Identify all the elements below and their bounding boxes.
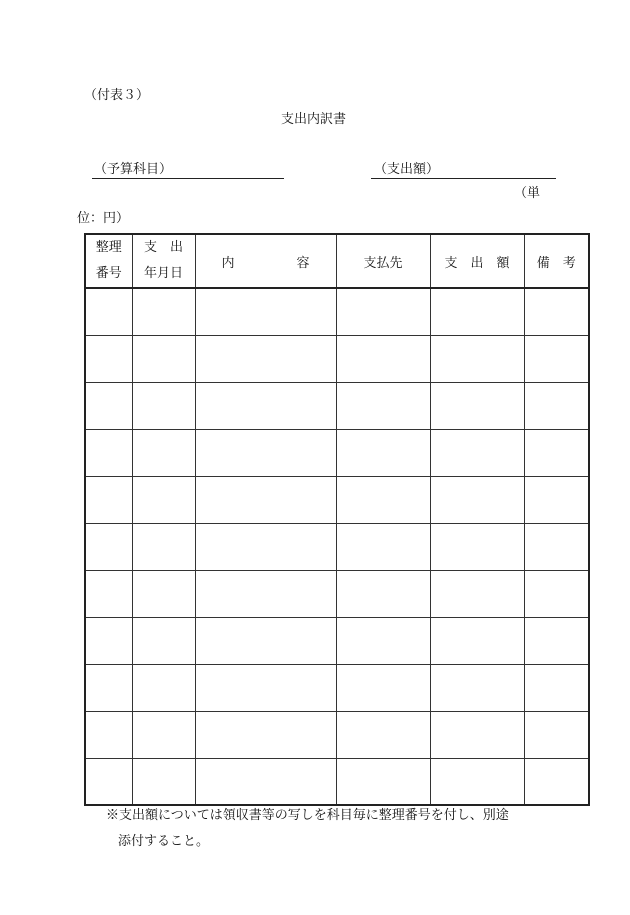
table-row [85,570,589,617]
remarks-cell[interactable] [524,617,589,664]
table-row [85,711,589,758]
payee-cell[interactable] [336,570,430,617]
amount-cell[interactable] [430,523,524,570]
date-cell[interactable] [132,523,195,570]
footer-note-line2: 添付すること。 [118,834,210,849]
content-cell[interactable] [195,617,336,664]
header-expenditure-date [132,234,195,288]
header-date-line2: 年月日 [143,266,183,281]
date-cell[interactable] [132,429,195,476]
remarks-cell[interactable] [524,382,589,429]
amount-cell[interactable] [430,758,524,805]
serial-number-cell[interactable] [85,523,132,570]
date-cell[interactable] [132,288,195,335]
payee-cell[interactable] [336,335,430,382]
remarks-cell[interactable] [524,523,589,570]
table-header-row [85,234,589,288]
serial-number-cell[interactable] [85,617,132,664]
remarks-cell[interactable] [524,429,589,476]
header-date-line1: 支 出 [143,240,183,255]
amount-cell[interactable] [430,570,524,617]
table-row [85,382,589,429]
date-cell[interactable] [132,382,195,429]
header-serial-line2: 番号 [95,266,122,281]
payee-cell[interactable] [336,429,430,476]
content-cell[interactable] [195,758,336,805]
header-amount: 支 出 額 [430,234,524,288]
remarks-cell[interactable] [524,570,589,617]
table-row [85,664,589,711]
table-row [85,429,589,476]
date-cell[interactable] [132,617,195,664]
expenditure-amount-label: （支出額） [374,162,440,177]
serial-number-cell[interactable] [85,288,132,335]
serial-number-cell[interactable] [85,476,132,523]
serial-number-cell[interactable] [85,382,132,429]
payee-cell[interactable] [336,664,430,711]
expenditure-ledger-table [84,233,590,806]
date-cell[interactable] [132,711,195,758]
header-payee: 支払先 [336,234,430,288]
content-cell[interactable] [195,711,336,758]
date-cell[interactable] [132,476,195,523]
amount-cell[interactable] [430,617,524,664]
serial-number-cell[interactable] [85,711,132,758]
header-content-a: 内 [221,255,235,271]
remarks-cell[interactable] [524,711,589,758]
date-cell[interactable] [132,758,195,805]
amount-cell[interactable] [430,711,524,758]
table-row [85,476,589,523]
budget-item-field[interactable] [92,160,284,179]
remarks-cell[interactable] [524,288,589,335]
unit-label-part1: （単 [514,186,541,201]
table-row [85,617,589,664]
content-cell[interactable] [195,429,336,476]
content-cell[interactable] [195,664,336,711]
serial-number-cell[interactable] [85,758,132,805]
payee-cell[interactable] [336,758,430,805]
date-cell[interactable] [132,664,195,711]
amount-cell[interactable] [430,335,524,382]
remarks-cell[interactable] [524,664,589,711]
header-remarks: 備 考 [524,234,589,288]
content-cell[interactable] [195,335,336,382]
footer-note-line1: ※支出額については領収書等の写しを科目毎に整理番号を付し、別途 [106,808,509,823]
payee-cell[interactable] [336,523,430,570]
amount-cell[interactable] [430,429,524,476]
document-title: 支出内訳書 [281,112,347,127]
table-row [85,288,589,335]
expenditure-amount-field[interactable] [371,160,556,179]
table-row [85,523,589,570]
serial-number-cell[interactable] [85,570,132,617]
content-cell[interactable] [195,523,336,570]
remarks-cell[interactable] [524,758,589,805]
table-row [85,335,589,382]
payee-cell[interactable] [336,711,430,758]
remarks-cell[interactable] [524,476,589,523]
content-cell[interactable] [195,382,336,429]
amount-cell[interactable] [430,288,524,335]
content-cell[interactable] [195,288,336,335]
payee-cell[interactable] [336,288,430,335]
content-cell[interactable] [195,476,336,523]
payee-cell[interactable] [336,382,430,429]
amount-cell[interactable] [430,664,524,711]
appendix-label: （付表３） [84,88,150,103]
payee-cell[interactable] [336,476,430,523]
table-row [85,758,589,805]
header-content-b: 容 [296,255,310,271]
content-cell[interactable] [195,570,336,617]
amount-cell[interactable] [430,382,524,429]
serial-number-cell[interactable] [85,429,132,476]
unit-label-part2: 位：円） [77,211,130,226]
serial-number-cell[interactable] [85,664,132,711]
remarks-cell[interactable] [524,335,589,382]
amount-cell[interactable] [430,476,524,523]
serial-number-cell[interactable] [85,335,132,382]
payee-cell[interactable] [336,617,430,664]
date-cell[interactable] [132,335,195,382]
header-content [195,234,336,288]
budget-item-label: （予算科目） [94,162,173,177]
date-cell[interactable] [132,570,195,617]
header-serial-line1: 整理 [95,240,122,255]
header-serial-number [85,234,132,288]
